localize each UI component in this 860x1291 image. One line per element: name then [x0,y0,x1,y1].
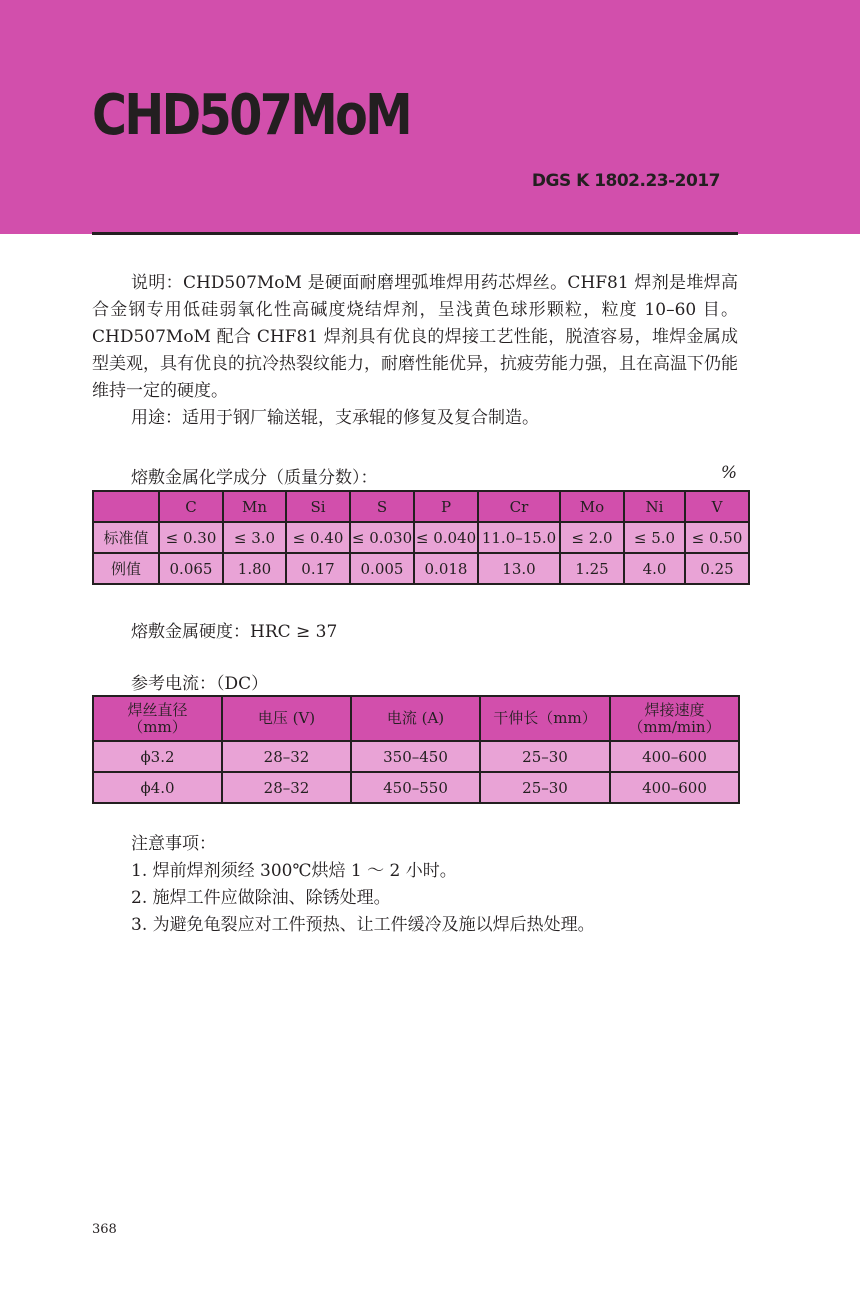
chemistry-col-header: V [685,491,749,522]
table-cell: ≤ 3.0 [223,522,286,553]
chemistry-col-header: S [350,491,414,522]
table-cell: 25–30 [480,741,610,772]
table-cell: 0.005 [350,553,414,584]
note-item: 3. 为避免龟裂应对工件预热、让工件缓冷及施以焊后热处理。 [131,915,595,935]
current-header-row [93,696,739,741]
chemistry-label: 熔敷金属化学成分（质量分数）： [131,468,378,488]
table-cell: ≤ 0.030 [350,522,414,553]
note-item: 2. 施焊工件应做除油、除锈处理。 [131,888,391,908]
table-cell: 450–550 [351,772,480,803]
note-item: 1. 焊前焊剂须经 300℃烘焙 1 ～ 2 小时。 [131,861,457,881]
header-band [0,0,860,234]
table-cell: 4.0 [624,553,685,584]
row-label: 例值 [93,553,159,584]
header-line: 干伸长（mm） [493,709,597,727]
table-cell: 13.0 [478,553,560,584]
current-col-header [222,696,351,741]
header-line: 电流 (A) [386,709,445,727]
chemistry-col-header: Mn [223,491,286,522]
page-number: 368 [92,1222,117,1237]
page-title: CHD507MoM [92,83,411,148]
chemistry-col-header: Si [286,491,350,522]
chemistry-row-example [93,553,749,584]
usage-label: 用途： [131,408,182,428]
table-cell: ≤ 0.50 [685,522,749,553]
hardness-value: HRC ≥ 37 [250,622,338,642]
table-cell: 11.0–15.0 [478,522,560,553]
table-cell: 400–600 [610,741,739,772]
table-cell: 0.17 [286,553,350,584]
table-cell: 1.80 [223,553,286,584]
description-text: CHD507MoM 是硬面耐磨埋弧堆焊用药芯焊丝。CHF81 焊剂是堆焊高合金钢专用低硅弱氧化性高碱度烧结焊剂，呈浅黄色球形颗粒，粒度 10–60 目。CHD507MoM 配合 CHF81 焊剂具有优良的焊接工艺性能，脱渣容易，堆焊金属成型美观，具有优良的抗冷热裂纹能力，耐磨性能优异，抗疲劳能力强，且在高温下仍能维持一定的硬度。 [92,273,739,401]
table-cell: 1.25 [560,553,624,584]
header-divider [92,232,738,235]
current-col-header [93,696,222,741]
header-line: 焊接速度 [644,700,705,719]
chemistry-table [92,490,750,585]
table-cell: ≤ 0.040 [414,522,478,553]
chemistry-col-header: C [159,491,223,522]
current-col-header [480,696,610,741]
table-cell: 0.018 [414,553,478,584]
table-cell: 28–32 [222,741,351,772]
standard-code: DGS K 1802.23-2017 [531,171,720,191]
chemistry-unit: % [720,463,737,483]
chemistry-col-header [93,491,159,522]
table-cell: ϕ3.2 [93,741,222,772]
chemistry-col-header: Cr [478,491,560,522]
notes-label: 注意事项： [131,834,216,854]
usage-paragraph [92,405,738,432]
current-col-header [610,696,739,741]
table-cell: 25–30 [480,772,610,803]
table-cell: ≤ 2.0 [560,522,624,553]
current-row [93,772,739,803]
table-cell: 28–32 [222,772,351,803]
hardness-label: 熔敷金属硬度： [131,622,250,642]
row-label: 标准值 [93,522,159,553]
table-cell: ϕ4.0 [93,772,222,803]
header-line: （mm） [128,717,187,736]
table-cell: 400–600 [610,772,739,803]
current-type: （DC） [216,674,269,694]
header-line: （mm/min） [628,717,721,736]
table-cell: ≤ 5.0 [624,522,685,553]
table-cell: 350–450 [351,741,480,772]
chemistry-col-header: Mo [560,491,624,522]
description-paragraph [92,270,738,405]
table-cell: 0.065 [159,553,223,584]
description-label: 说明： [131,273,183,293]
current-table [92,695,740,804]
current-label: 参考电流： [131,674,216,694]
chemistry-col-header: P [414,491,478,522]
table-cell: ≤ 0.30 [159,522,223,553]
chemistry-col-header: Ni [624,491,685,522]
hardness-line [131,617,337,642]
chemistry-row-standard [93,522,749,553]
current-col-header [351,696,480,741]
table-cell: 0.25 [685,553,749,584]
table-cell: ≤ 0.40 [286,522,350,553]
usage-text: 适用于钢厂输送辊，支承辊的修复及复合制造。 [182,408,539,428]
current-row [93,741,739,772]
header-line: 电压 (V) [257,709,316,727]
chemistry-header-row [93,491,749,522]
header-line: 焊丝直径 [127,700,188,719]
current-line [131,669,268,694]
